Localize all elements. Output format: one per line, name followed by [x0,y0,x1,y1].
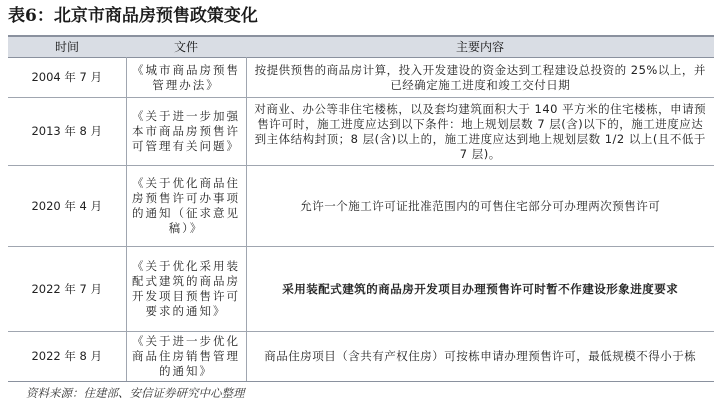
table-row [8,98,714,166]
row-time: 2022 年 8 月 [8,332,126,382]
row-file: 《关于进一步加强本市商品房预售许可管理有关问题》 [126,98,246,166]
source-note: 资料来源：住建部、安信证券研究中心整理 [26,386,245,400]
row-time: 2004 年 7 月 [8,58,126,98]
row-time: 2020 年 4 月 [8,166,126,247]
header-content: 主要内容 [455,39,504,54]
table-title: 表6：北京市商品房预售政策变化 [8,6,258,26]
header-file: 文件 [173,39,198,54]
table-row [8,332,714,382]
table-row [8,247,714,332]
row-content: 允许一个施工许可证批准范围内的可售住宅部分可办理两次预售许可 [246,166,714,247]
row-file: 《关于进一步优化商品住房销售管理的通知》 [126,332,246,382]
row-file: 《关于优化商品住房预售许可办事项的通知（征求意见稿）》 [126,166,246,247]
row-content: 按提供预售的商品房计算，投入开发建设的资金达到工程建设总投资的 25%以上，并已经确定施工进度和竣工交付日期 [246,58,714,98]
row-content: 对商业、办公等非住宅楼栋，以及套均建筑面积大于 140 平方米的住宅楼栋，申请预售许可时，施工进度应达到以下条件：地上规划层数 7 层(含)以下的，施工进度应达到主体结构封顶；8 层(含)以上的，施工进度应达到地上规划层数 1/2 以上(且不低于 7 层)。 [246,98,714,166]
row-file: 《关于优化采用装配式建筑的商品房开发项目预售许可要求的通知》 [126,247,246,332]
table-row [8,58,714,98]
row-content: 商品住房项目（含共有产权住房）可按栋申请办理预售许可，最低规模不得小于栋 [246,332,714,382]
table-row [8,166,714,247]
row-time: 2013 年 8 月 [8,98,126,166]
row-time: 2022 年 7 月 [8,247,126,332]
table-header-row [8,36,714,58]
row-file: 《城市商品房预售管理办法》 [126,58,246,98]
row-content: 采用装配式建筑的商品房开发项目办理预售许可时暂不作建设形象进度要求 [246,247,714,332]
policy-table [8,35,714,382]
header-time: 时间 [54,39,79,54]
